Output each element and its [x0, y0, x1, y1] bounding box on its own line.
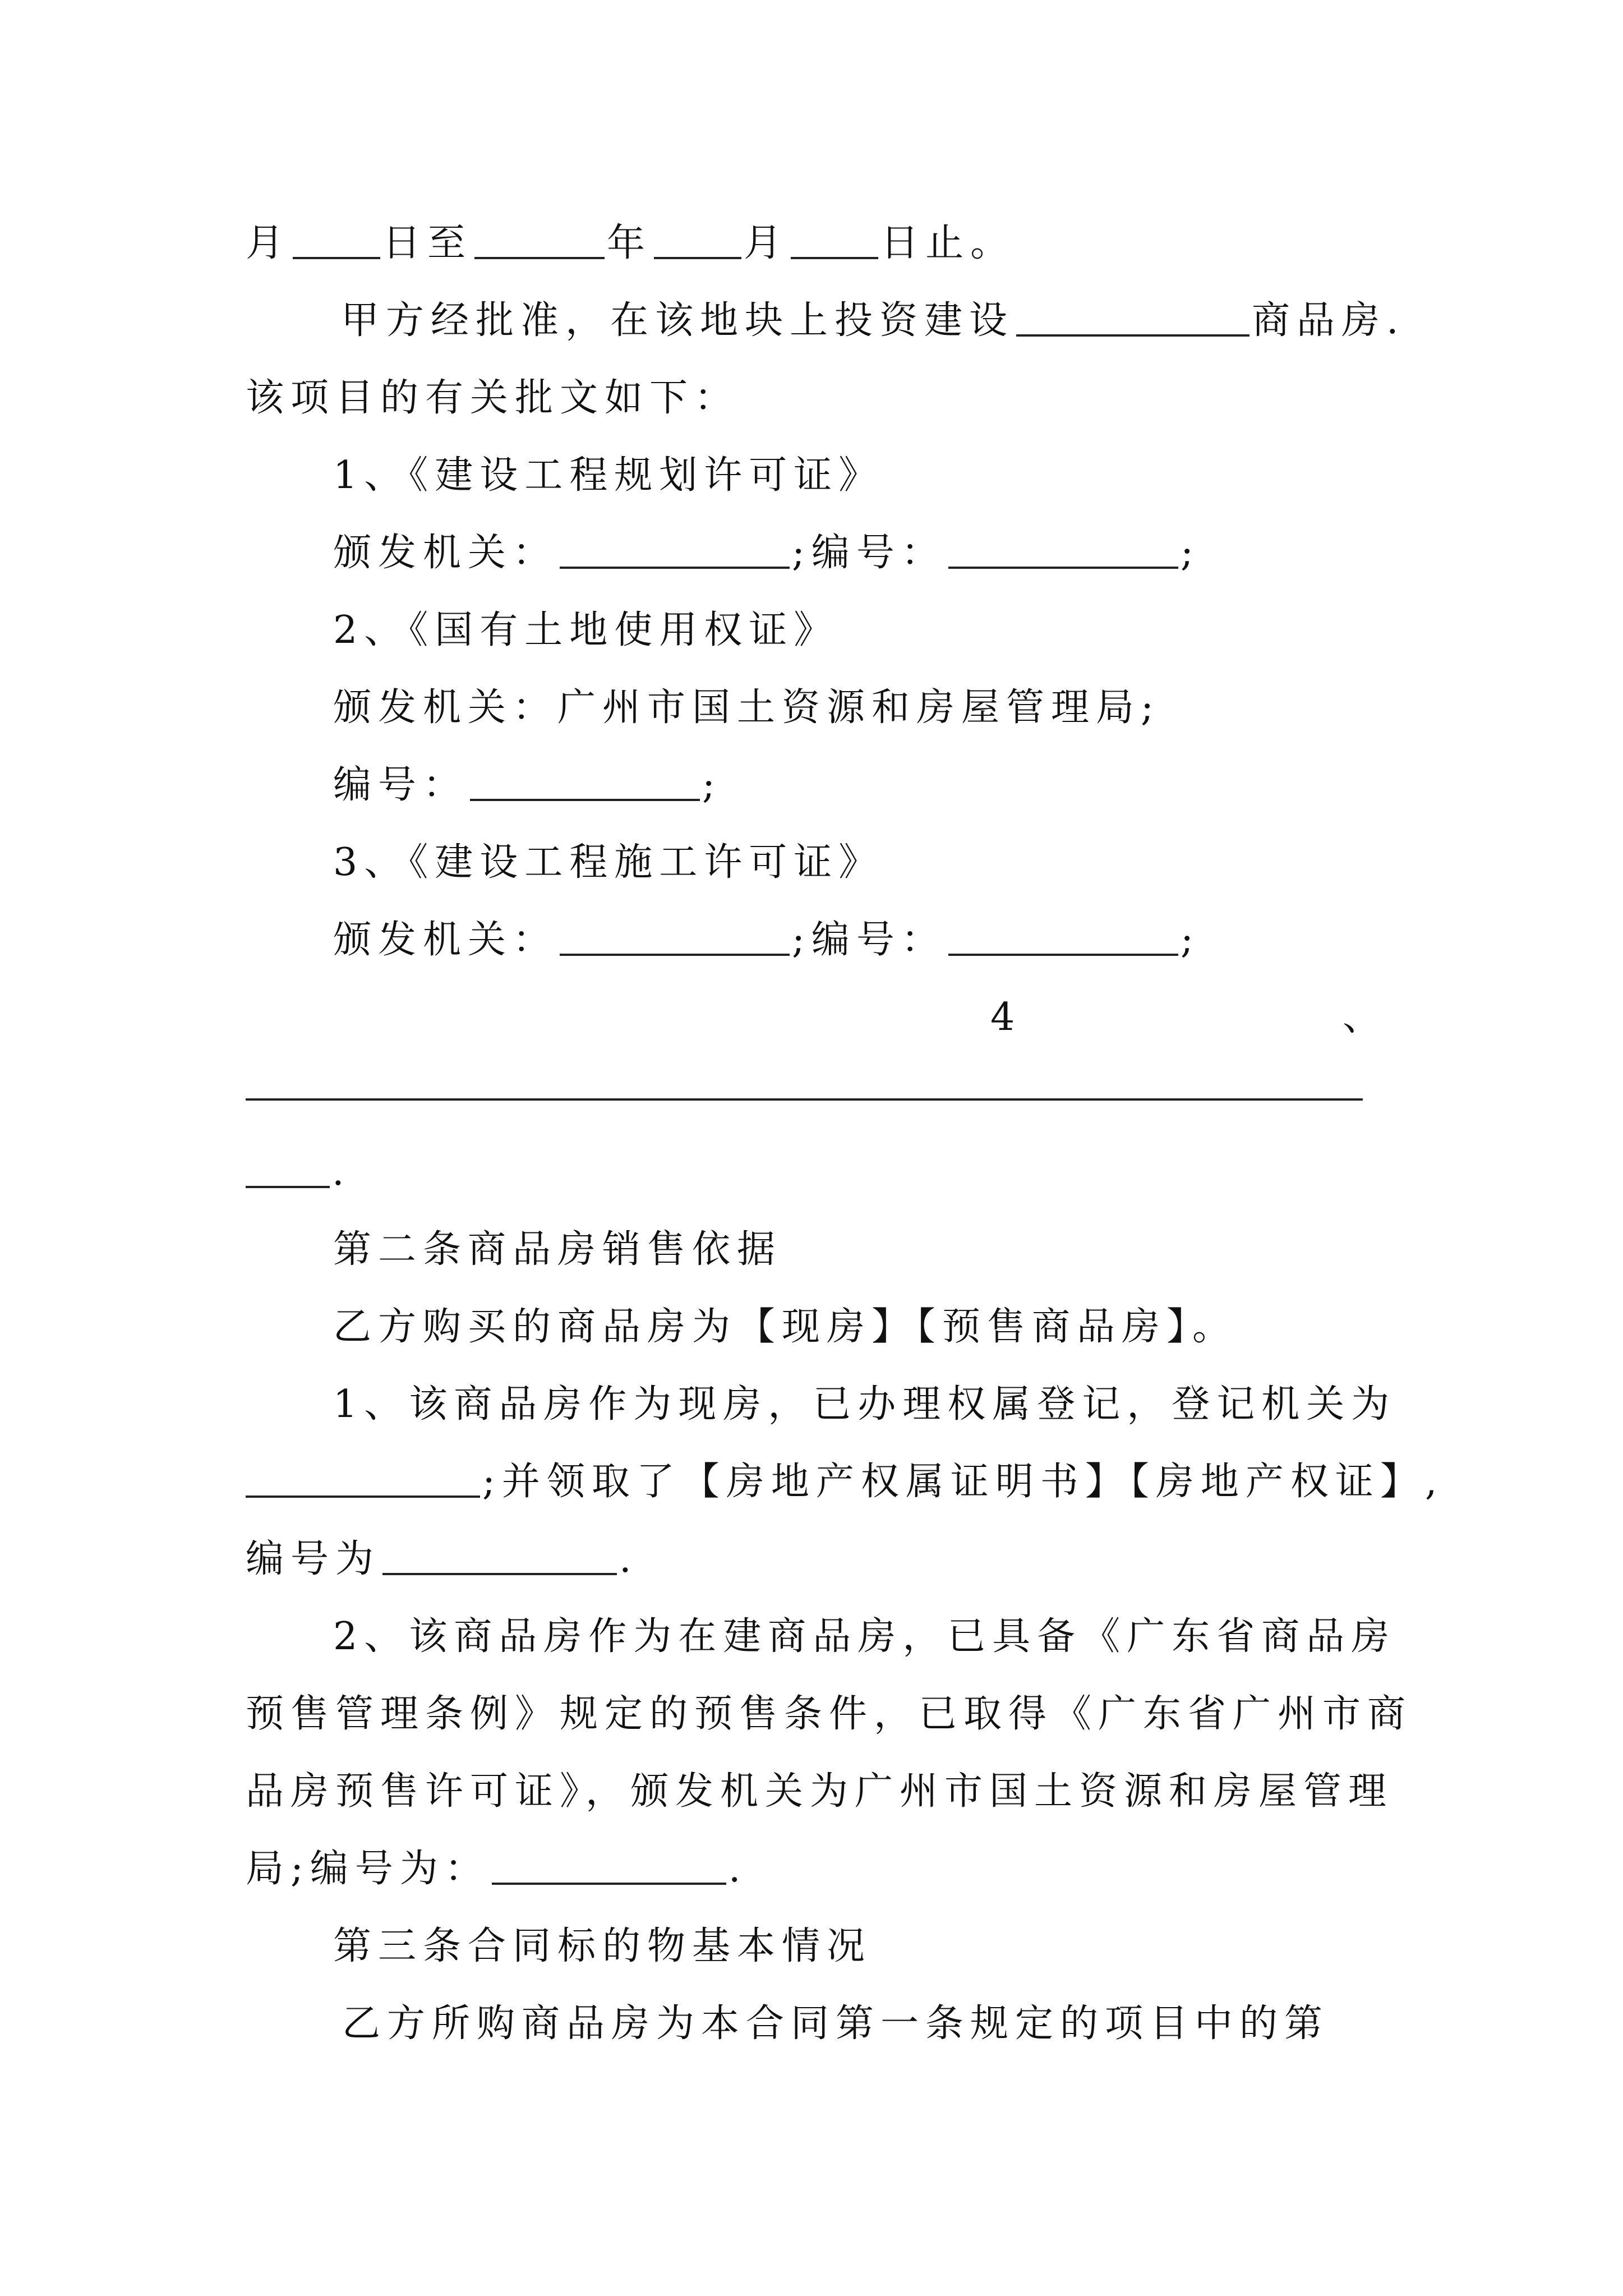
- blank-number: [470, 763, 700, 801]
- article-3-body: 乙方所购商品房为本合同第一条规定的项目中的第: [342, 2001, 1330, 2046]
- permit-4-number: 4: [990, 995, 1015, 1039]
- project-line: 甲方经批准，在该地块上投资建设 商品房.: [341, 298, 1405, 343]
- presale-line-3: 品房预售许可证》，颁发机关为广州市国土资源和房屋管理: [246, 1769, 1394, 1814]
- blank-number: [948, 918, 1178, 956]
- article-3-heading: 第三条合同标的物基本情况: [333, 1924, 872, 1968]
- permit-3-title: 3、《建设工程施工许可证》: [333, 840, 884, 885]
- presale-line-2: 预售管理条例》规定的预售条件，已取得《广东省广州市商: [246, 1692, 1413, 1736]
- certificate-number-line: 编号为 .: [246, 1537, 638, 1581]
- permit-4-mark: 、: [1343, 995, 1381, 1039]
- blank-project-name: [1016, 298, 1249, 337]
- blank-full-line: [246, 1098, 1363, 1101]
- blank-issuer: [560, 918, 790, 956]
- article-2-heading: 第二条商品房销售依据: [333, 1227, 782, 1272]
- approval-intro: 该项目的有关批文如下：: [246, 376, 740, 420]
- permit-1-title: 1、《建设工程规划许可证》: [333, 453, 884, 498]
- blank-registry: [246, 1460, 480, 1498]
- presale-number-line: 局;编号为： .: [246, 1847, 748, 1891]
- permit-2-number-line: 编号： ;: [333, 763, 722, 807]
- presale-line-1: 2、该商品房作为在建商品房，已具备《广东省商品房: [333, 1614, 1396, 1659]
- blank-number: [382, 1537, 617, 1575]
- blank-short: [246, 1150, 330, 1188]
- date-range-line: 月 日至 年 月 日止。: [246, 221, 1016, 265]
- blank-day: [293, 221, 380, 259]
- purchase-type-line: 乙方购买的商品房为【现房】【预售商品房】。: [333, 1305, 1238, 1349]
- existing-house-line: 1、该商品房作为现房，已办理权属登记，登记机关为: [333, 1382, 1396, 1427]
- permit-2-issuer: 颁发机关：广州市国土资源和房屋管理局;: [333, 685, 1160, 730]
- blank-number: [948, 531, 1178, 569]
- short-blank-line: .: [246, 1139, 1623, 1206]
- blank-number: [492, 1847, 726, 1885]
- blank-month: [654, 221, 741, 259]
- permit-3-issuer-line: 颁发机关： ;编号： ;: [333, 918, 1200, 962]
- blank-year: [474, 221, 605, 259]
- certificate-line: ;并领取了【房地产权属证明书】【房地产权证】,: [246, 1448, 1623, 1516]
- blank-day-end: [791, 221, 878, 259]
- permit-2-title: 2、《国有土地使用权证》: [333, 608, 839, 652]
- permit-1-issuer-line: 颁发机关： ;编号： ;: [333, 531, 1200, 575]
- blank-issuer: [560, 531, 790, 569]
